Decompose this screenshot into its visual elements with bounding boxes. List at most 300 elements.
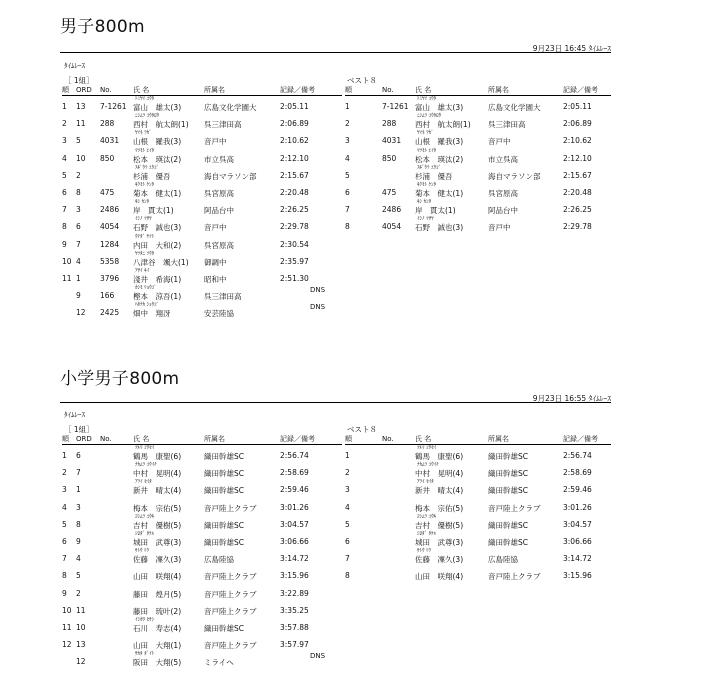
name-kana: ﾊﾀﾅｶ ｼｮｳｺﾞ [135, 302, 160, 309]
result-row [62, 148, 342, 165]
name-kana: ｻﾄｳ ﾘｸ [135, 548, 150, 555]
cell-name: 内田 大和(2) [133, 240, 182, 250]
cell-name: 石川 寿志(4) [133, 623, 182, 633]
cell-name: 松本 瑛汰(2) [415, 154, 464, 164]
cell-no: 2425 [100, 308, 120, 318]
cell-rank: 6 [345, 187, 350, 197]
name-kana: ﾔﾂﾀﾆ ｿｳﾀ [135, 250, 155, 257]
cell-team: 呉宮原高 [204, 240, 234, 250]
cell-name: 佐藤 凜久(3) [415, 555, 464, 565]
cell-ord: 8 [76, 519, 81, 529]
cell-team: 音戸中 [488, 137, 511, 147]
cell-record: 2:29.78 [280, 222, 309, 232]
cell-rank: 7 [345, 554, 350, 564]
header-no: No. [382, 86, 394, 94]
cell-team: 音戸陸上クラブ [204, 641, 257, 651]
header-team: 所属名 [204, 435, 225, 443]
header-ord: ORD [76, 86, 92, 94]
cell-rank: 3 [62, 485, 67, 495]
cell-record: 2:58.69 [280, 468, 309, 478]
best8-table [345, 76, 611, 234]
header-record: 記録／備考 [563, 86, 598, 94]
result-row [62, 96, 342, 113]
cell-team: 織田幹雄SC [488, 537, 528, 547]
cell-rank: 5 [62, 519, 67, 529]
header-no: No. [382, 435, 394, 443]
cell-name: 山根 羅我(3) [133, 137, 182, 147]
event-meta: 9月23日 16:55 ﾀｲﾑﾚｰｽ [532, 394, 611, 403]
cell-ord: 13 [76, 640, 86, 650]
cell-name: 藤田 煌月(5) [133, 589, 182, 599]
best8-row [345, 462, 611, 479]
cell-name: 杉浦 優吾 [415, 171, 453, 181]
cell-record: 3:14.72 [563, 554, 592, 564]
cell-ord: 9 [76, 536, 81, 546]
cell-record: 2:29.78 [563, 222, 592, 232]
cell-record: 2:20.48 [563, 187, 592, 197]
cell-rank: 5 [345, 170, 350, 180]
best8-row [345, 479, 611, 496]
cell-team: 織田幹雄SC [204, 520, 244, 530]
cell-ord: 2 [76, 170, 81, 180]
cell-name: 城田 武尊(3) [415, 537, 464, 547]
event-title: 男子800m [60, 17, 145, 37]
result-row [62, 216, 342, 233]
cell-name: 鶴馬 康聖(6) [133, 452, 182, 461]
cell-rank: 8 [345, 571, 350, 581]
header-no: No. [100, 435, 112, 443]
cell-team: 阿品台中 [204, 206, 234, 216]
race-type-label: ﾀｲﾑﾚｰｽ [64, 62, 85, 70]
cell-team: 音戸中 [488, 223, 511, 233]
cell-team: 織田幹雄SC [204, 452, 244, 461]
cell-name: 石野 誠也(3) [415, 223, 464, 233]
results-rows [62, 96, 342, 319]
best8-row [345, 216, 611, 233]
cell-ord: 7 [76, 239, 81, 249]
cell-team: 音戸陸上クラブ [488, 572, 541, 582]
cell-ord: 11 [76, 119, 86, 129]
result-row [62, 479, 342, 496]
best8-row [345, 130, 611, 147]
divider [60, 402, 611, 403]
cell-no: 475 [382, 187, 397, 197]
cell-ord: 9 [76, 291, 81, 301]
header-rank: 順 [62, 435, 69, 443]
cell-record: 3:01.26 [563, 502, 592, 512]
cell-no: 288 [100, 119, 115, 129]
cell-ord: 8 [76, 187, 81, 197]
header-team: 所属名 [204, 86, 225, 94]
best8-row [345, 497, 611, 514]
cell-record: 2:26.25 [280, 205, 309, 215]
result-row [62, 531, 342, 548]
result-row [62, 199, 342, 216]
cell-name: 菊本 健太(1) [133, 188, 182, 198]
header-name: 氏 名 [415, 86, 432, 94]
cell-record: 2:12.10 [563, 153, 592, 163]
name-kana: ｼﾛﾀﾞ ﾀｹﾙ [135, 530, 155, 537]
header-record: 記録／備考 [563, 435, 598, 443]
cell-note: DNS [310, 286, 326, 295]
result-row [62, 462, 342, 479]
cell-name: 山田 咲翔(4) [415, 572, 464, 582]
cell-rank: 4 [345, 153, 350, 163]
header-team: 所属名 [488, 435, 509, 443]
cell-no: 2486 [100, 205, 120, 215]
cell-team: 音戸陸上クラブ [204, 606, 257, 616]
cell-ord: 12 [76, 657, 86, 667]
result-row [62, 130, 342, 147]
cell-no: 166 [100, 291, 115, 301]
cell-record: 2:20.48 [280, 187, 309, 197]
cell-team: 市立呉高 [488, 154, 518, 164]
result-row [62, 251, 342, 268]
cell-name: 山根 羅我(3) [415, 137, 464, 147]
cell-name: 吉村 優樹(5) [415, 520, 464, 530]
cell-no: 4054 [100, 222, 120, 232]
cell-team: 広島陸協 [488, 555, 518, 565]
best8-rows [345, 445, 611, 583]
cell-team: 阿品台中 [488, 206, 518, 216]
name-kana: ﾆｼﾑﾗ ｺｳﾀﾛｳ [417, 113, 442, 120]
header-team: 所属名 [488, 86, 509, 94]
cell-rank: 1 [62, 102, 67, 111]
cell-name: 八津谷 颯大(1) [133, 257, 189, 267]
cell-record: 2:35.97 [280, 256, 309, 266]
cell-rank: 9 [62, 588, 67, 598]
header-record: 記録／備考 [280, 86, 315, 94]
cell-name: 西村 航太朗(1) [415, 120, 471, 130]
cell-record: 2:58.69 [563, 468, 592, 478]
cell-rank: 11 [62, 273, 72, 283]
cell-name: 山田 大翔(1) [133, 641, 182, 651]
name-kana: ｷｸﾓﾄ ｹﾝﾀ [417, 181, 437, 188]
cell-name: 畑中 翔冴 [133, 309, 171, 319]
cell-note: DNS [310, 303, 326, 312]
cell-record: 3:22.89 [280, 588, 309, 598]
cell-name: 淺井 希海(1) [133, 274, 182, 284]
cell-team: 御調中 [204, 257, 227, 267]
best8-rows [345, 96, 611, 234]
cell-no: 1284 [100, 239, 120, 249]
cell-rank: 2 [62, 119, 67, 129]
cell-record: 3:35.25 [280, 605, 309, 615]
result-row [62, 651, 342, 668]
cell-name: 佐藤 凜久(3) [133, 555, 182, 565]
name-kana: ﾅｶﾑﾗ ｺｳｲﾁ [135, 462, 157, 469]
cell-rank: 1 [345, 451, 350, 460]
cell-rank: 2 [345, 468, 350, 478]
header-name: 氏 名 [415, 435, 432, 443]
cell-record: 2:56.74 [563, 451, 592, 460]
result-row [62, 445, 342, 462]
cell-record: 2:10.62 [280, 136, 309, 146]
cell-team: 音戸陸上クラブ [204, 503, 257, 513]
cell-rank: 7 [62, 205, 67, 215]
cell-no: 288 [382, 119, 397, 129]
result-row [62, 302, 342, 319]
name-kana: ﾂﾙﾏ ｺｳｾｲ [135, 445, 155, 451]
name-kana: ｻｶﾀ ﾀﾞｲﾄ [135, 651, 155, 658]
name-kana: ｱﾗｲ ｾｲﾀ [135, 479, 152, 486]
cell-ord: 11 [76, 605, 86, 615]
cell-name: 山田 咲翔(4) [133, 572, 182, 582]
cell-name: 杉浦 優吾 [133, 171, 171, 181]
cell-ord: 10 [76, 153, 86, 163]
name-kana: ｽｷﾞｳﾗ ﾕｳｺﾞ [417, 164, 442, 171]
result-row [62, 285, 342, 302]
name-kana: ｽｷﾞｳﾗ ﾕｳｺﾞ [135, 164, 160, 171]
cell-name: 吉村 優樹(5) [133, 520, 182, 530]
cell-ord: 7 [76, 468, 81, 478]
table-header [345, 434, 611, 445]
cell-ord: 12 [76, 308, 86, 318]
cell-no: 4054 [382, 222, 402, 232]
result-row [62, 548, 342, 565]
best8-row [345, 199, 611, 216]
cell-team: 織田幹雄SC [204, 469, 244, 479]
cell-rank: 8 [345, 222, 350, 232]
header-record: 記録／備考 [280, 435, 315, 443]
cell-team: 音戸中 [204, 223, 227, 233]
group-label: ［ 1組］ [64, 76, 94, 85]
cell-record: 3:06.66 [563, 536, 592, 546]
best8-row [345, 96, 611, 113]
cell-rank: 9 [62, 239, 67, 249]
name-kana: ｱﾗｲ ｾｲﾀ [417, 479, 434, 486]
header-name: 氏 名 [133, 435, 150, 443]
cell-team: 織田幹雄SC [488, 452, 528, 461]
result-row [62, 600, 342, 617]
cell-team: 広島文化学園大 [488, 103, 541, 112]
cell-name: 梅本 宗佑(5) [133, 503, 182, 513]
cell-no: 850 [382, 153, 397, 163]
cell-team: 織田幹雄SC [488, 520, 528, 530]
cell-record: 3:01.26 [280, 502, 309, 512]
cell-rank: 1 [345, 102, 350, 111]
cell-ord: 2 [76, 588, 81, 598]
name-kana: ﾔﾏﾈ ﾗｶﾞ [417, 130, 434, 137]
cell-no: 2486 [382, 205, 402, 215]
cell-rank: 10 [62, 605, 72, 615]
cell-ord: 5 [76, 571, 81, 581]
best8-row [345, 548, 611, 565]
cell-record: 2:30.54 [280, 239, 309, 249]
cell-name: 阪田 大翔(5) [133, 658, 182, 668]
cell-name: 岸 貫太(1) [415, 206, 456, 216]
best8-row [345, 182, 611, 199]
cell-no: 7-1261 [382, 102, 409, 111]
cell-rank: 6 [345, 536, 350, 546]
cell-team: 海自マラソン部 [204, 171, 257, 181]
header-rank: 順 [345, 86, 352, 94]
cell-no: 475 [100, 187, 115, 197]
divider [60, 52, 611, 53]
cell-rank: 1 [62, 451, 67, 460]
name-kana: ｳﾁﾀﾞ ﾔﾏﾄ [135, 233, 155, 240]
result-row [62, 617, 342, 634]
result-row [62, 234, 342, 251]
name-kana: ﾄﾐﾔﾏ ﾕｳﾀ [417, 96, 437, 102]
cell-note: DNS [310, 652, 326, 661]
cell-name: 松本 瑛汰(2) [133, 154, 182, 164]
cell-name: 新井 晴太(4) [133, 486, 182, 496]
event-title: 小学男子800m [60, 369, 180, 389]
name-kana: ｱｻｲ ｷｲ [135, 267, 150, 274]
cell-ord: 1 [76, 485, 81, 495]
name-kana: ﾅｶﾑﾗ ｺｳｲﾁ [417, 462, 439, 469]
cell-ord: 4 [76, 256, 81, 266]
header-rank: 順 [345, 435, 352, 443]
cell-rank: 12 [62, 640, 72, 650]
cell-ord: 6 [76, 451, 81, 460]
result-row [62, 634, 342, 651]
cell-rank: 8 [62, 222, 67, 232]
cell-team: 織田幹雄SC [204, 623, 244, 633]
best8-title: ベスト８ [347, 425, 377, 434]
cell-name: 梅本 宗佑(5) [415, 503, 464, 513]
cell-record: 2:06.89 [563, 119, 592, 129]
cell-rank: 4 [62, 502, 67, 512]
cell-name: 樫本 涼吾(1) [133, 292, 182, 302]
race-type-label: ﾀｲﾑﾚｰｽ [64, 411, 85, 419]
best8-row [345, 565, 611, 582]
cell-team: 織田幹雄SC [488, 469, 528, 479]
cell-team: 呉三津田高 [204, 120, 242, 130]
table-header [62, 85, 342, 96]
best8-row [345, 165, 611, 182]
cell-name: 城田 武尊(3) [133, 537, 182, 547]
cell-record: 2:10.62 [563, 136, 592, 146]
cell-no: 4031 [382, 136, 402, 146]
cell-rank: 5 [345, 519, 350, 529]
header-ord: ORD [76, 435, 92, 443]
table-header [62, 434, 342, 445]
cell-no: 5358 [100, 256, 120, 266]
name-kana: ｷｼ ｶﾝﾀ [135, 199, 150, 206]
name-kana: ﾏﾂﾓﾄ ｴｲﾀ [135, 147, 155, 154]
cell-team: 音戸中 [204, 137, 227, 147]
cell-record: 2:12.10 [280, 153, 309, 163]
cell-rank: 3 [345, 485, 350, 495]
name-kana: ﾔﾏﾈ ﾗｶﾞ [135, 130, 152, 137]
best8-row [345, 445, 611, 462]
cell-ord: 1 [76, 273, 81, 283]
cell-ord: 6 [76, 222, 81, 232]
name-kana: ｲｼｶﾜ ﾋｻｼ [135, 616, 155, 623]
table-header [345, 85, 611, 96]
cell-team: 呉三津田高 [204, 292, 242, 302]
cell-rank: 5 [62, 170, 67, 180]
cell-name: 石野 誠也(3) [133, 223, 182, 233]
cell-rank: 7 [345, 205, 350, 215]
cell-team: 呉三津田高 [488, 120, 526, 130]
cell-team: 音戸陸上クラブ [204, 589, 257, 599]
cell-rank: 4 [62, 153, 67, 163]
cell-no: 7-1261 [100, 102, 127, 111]
cell-rank: 6 [62, 187, 67, 197]
name-kana: ﾄﾐﾔﾏ ﾕｳﾀ [135, 96, 155, 102]
cell-record: 3:06.66 [280, 536, 309, 546]
cell-team: 広島陸協 [204, 555, 234, 565]
cell-team: 織田幹雄SC [204, 486, 244, 496]
cell-name: 富山 雄太(3) [133, 103, 182, 112]
cell-no: 3796 [100, 273, 120, 283]
cell-ord: 5 [76, 136, 81, 146]
name-kana: ｶｼﾓ ﾘｮｳｺﾞ [135, 285, 157, 292]
result-row [62, 565, 342, 582]
header-no: No. [100, 86, 112, 94]
header-rank: 順 [62, 86, 69, 94]
cell-no: 4031 [100, 136, 120, 146]
cell-record: 3:57.88 [280, 622, 309, 632]
cell-rank: 8 [62, 571, 67, 581]
cell-record: 2:56.74 [280, 451, 309, 460]
results-rows [62, 445, 342, 668]
result-row [62, 182, 342, 199]
best8-row [345, 531, 611, 548]
cell-team: 昭和中 [204, 274, 227, 284]
cell-record: 2:15.67 [563, 170, 592, 180]
cell-name: 富山 雄太(3) [415, 103, 464, 112]
cell-name: 西村 航太朗(1) [133, 120, 189, 130]
cell-rank: 6 [62, 536, 67, 546]
name-kana: ﾂﾙﾏ ｺｳｾｲ [417, 445, 437, 451]
cell-rank: 4 [345, 502, 350, 512]
group-label: ［ 1組］ [64, 425, 94, 434]
cell-ord: 3 [76, 502, 81, 512]
cell-name: 新井 晴太(4) [415, 486, 464, 496]
cell-ord: 3 [76, 205, 81, 215]
cell-record: 2:59.46 [563, 485, 592, 495]
name-kana: ﾖｼﾑﾗ ﾕｳｷ [135, 513, 155, 520]
name-kana: ﾆｼﾑﾗ ｺｳﾀﾛｳ [135, 113, 160, 120]
name-kana: ｲｼﾉ ﾏｻﾔ [417, 216, 434, 223]
best8-row [345, 148, 611, 165]
cell-team: 織田幹雄SC [204, 537, 244, 547]
cell-name: 菊本 健太(1) [415, 188, 464, 198]
cell-rank: 2 [62, 468, 67, 478]
cell-no: 850 [100, 153, 115, 163]
name-kana: ｼﾛﾀﾞ ﾀｹﾙ [417, 530, 437, 537]
cell-ord: 13 [76, 102, 86, 111]
cell-team: 音戸陸上クラブ [204, 572, 257, 582]
result-row [62, 268, 342, 285]
cell-team: 海自マラソン部 [488, 171, 541, 181]
cell-name: 鶴馬 康聖(6) [415, 452, 464, 461]
cell-record: 2:26.25 [563, 205, 592, 215]
name-kana: ﾖｼﾑﾗ ﾕｳｷ [417, 513, 437, 520]
cell-name: 岸 貫太(1) [133, 206, 174, 216]
cell-record: 2:15.67 [280, 170, 309, 180]
cell-record: 3:14.72 [280, 554, 309, 564]
cell-name: 中村 晃明(4) [415, 469, 464, 479]
cell-team: 織田幹雄SC [488, 486, 528, 496]
cell-team: 安芸陸協 [204, 309, 234, 319]
name-kana: ﾏﾂﾓﾄ ｴｲﾀ [417, 147, 437, 154]
cell-record: 2:05.11 [563, 102, 592, 111]
cell-rank: 7 [62, 554, 67, 564]
cell-team: 市立呉高 [204, 154, 234, 164]
result-row [62, 514, 342, 531]
cell-ord: 4 [76, 554, 81, 564]
cell-team: 呉宮原高 [204, 188, 234, 198]
cell-team: ミライへ [204, 658, 234, 668]
result-row [62, 165, 342, 182]
cell-record: 3:15.96 [563, 571, 592, 581]
cell-record: 2:59.46 [280, 485, 309, 495]
